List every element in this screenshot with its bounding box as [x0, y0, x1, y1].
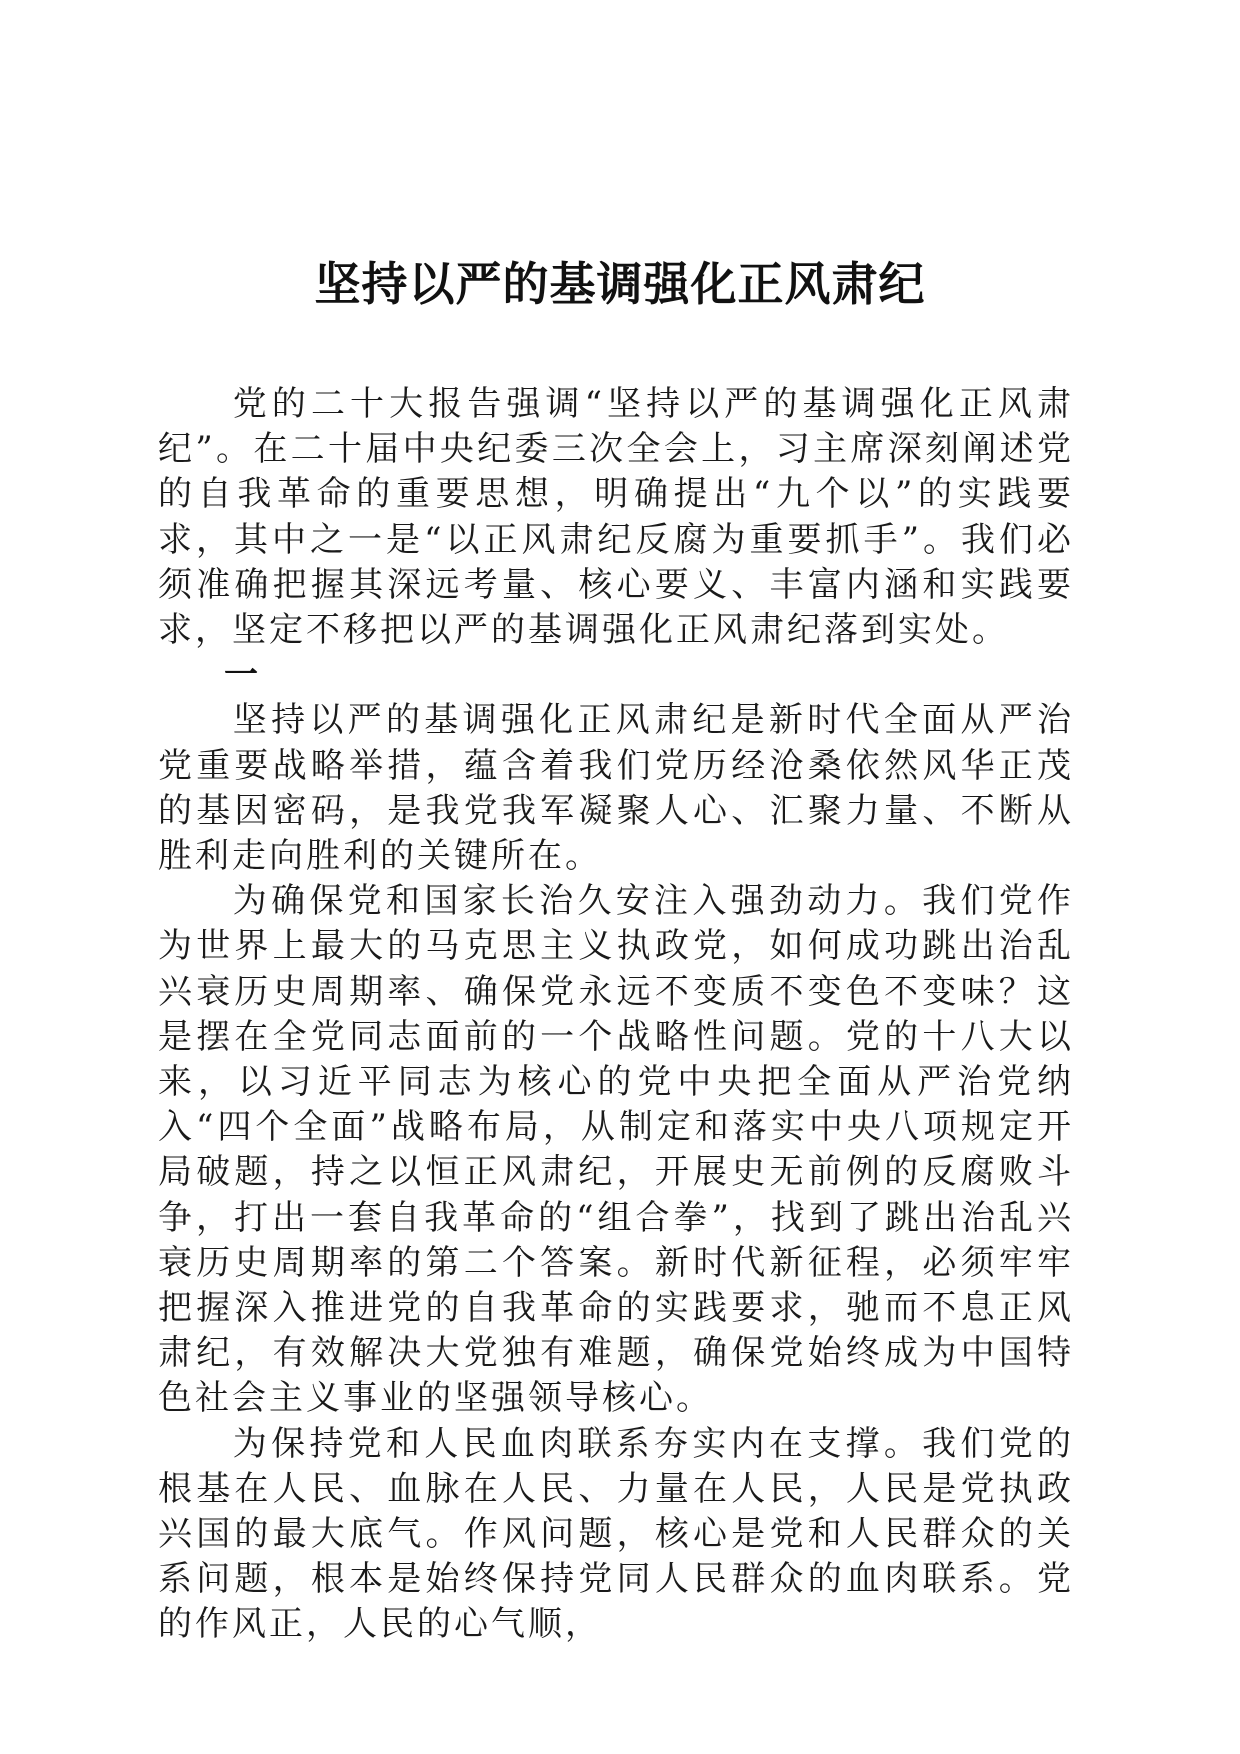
paragraph-people: 为保持党和人民血肉联系夯实内在支撑。我们党的根基在人民、血脉在人民、力量在人民，人民是党执政兴国的最大底气。作风问题，核心是党和人民群众的关系问题，根本是始终保持党同人民群众的血肉联系。党的作风正，人民的心气顺，	[158, 1423, 1074, 1645]
document-body	[158, 382, 1074, 1648]
section-heading-one: 一	[224, 655, 261, 696]
paragraph-intro: 党的二十大报告强调“坚持以严的基调强化正风肃纪”。在二十届中央纪委三次全会上，习主席深刻阐述党的自我革命的重要思想，明确提出“九个以”的实践要求，其中之一是“以正风肃纪反腐为重要抓手”。我们必须准确把握其深远考量、核心要义、丰富内涵和实践要求，坚定不移把以严的基调强化正风肃纪落到实处。	[158, 384, 1074, 651]
paragraph-strategy: 坚持以严的基调强化正风肃纪是新时代全面从严治党重要战略举措，蕴含着我们党历经沧桑依然风华正茂的基因密码，是我党我军凝聚人心、汇聚力量、不断从胜利走向胜利的关键所在。	[158, 700, 1074, 877]
document-title: 坚持以严的基调强化正风肃纪	[314, 257, 926, 311]
paragraph-stability: 为确保党和国家长治久安注入强劲动力。我们党作为世界上最大的马克思主义执政党，如何成功跳出治乱兴衰历史周期率、确保党永远不变质不变色不变味？这是摆在全党同志面前的一个战略性问题。党的十八大以来，以习近平同志为核心的党中央把全面从严治党纳入“四个全面”战略布局，从制定和落实中央八项规定开局破题，持之以恒正风肃纪，开展史无前例的反腐败斗争，打出一套自我革命的“组合拳”，找到了跳出治乱兴衰历史周期率的第二个答案。新时代新征程，必须牢牢把握深入推进党的自我革命的实践要求，驰而不息正风肃纪，有效解决大党独有难题，确保党始终成为中国特色社会主义事业的坚强领导核心。	[158, 881, 1074, 1419]
